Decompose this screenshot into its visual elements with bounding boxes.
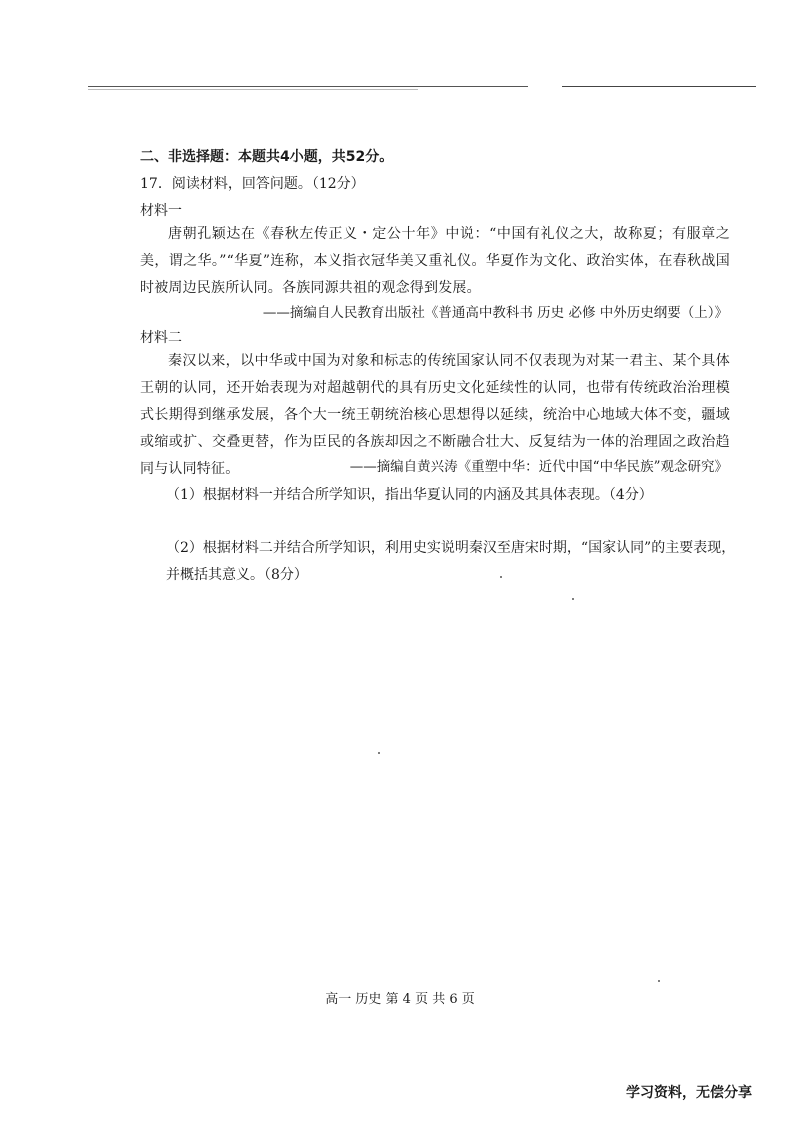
material-2-source: ——摘编自黄兴涛《重塑中华：近代中国“中华民族”观念研究》 bbox=[349, 459, 728, 475]
scan-speck bbox=[572, 598, 574, 600]
question-title: 17．阅读材料，回答问题。（12分） bbox=[140, 176, 365, 192]
top-divider-left bbox=[88, 86, 528, 87]
scan-speck bbox=[378, 752, 380, 754]
subquestion-1: （1）根据材料一并结合所学知识，指出华夏认同的内涵及其具体表现。（4分） bbox=[166, 487, 653, 503]
section-title: 二、非选择题：本题共4小题，共52分。 bbox=[140, 149, 394, 165]
top-divider-right bbox=[562, 86, 756, 87]
subquestion-2: （2）根据材料二并结合所学知识，利用史实说明秦汉至唐宋时期，“国家认同”的主要表现，并概括其意义。（8分） bbox=[166, 540, 736, 583]
material-2-label: 材料二 bbox=[140, 330, 182, 346]
material-2-text: 秦汉以来，以中华或中国为对象和标志的传统国家认同不仅表现为对某一君主、某个具体王朝的认同，还开始表现为对超越朝代的具有历史文化延续性的认同，也带有传统政治治理模式长期得到继承发展，各个大一统王朝统治核心思想得以延续，统治中心地域大体不变，疆域或缩或扩、交叠更替，作为臣民的各族却因之不断融合壮大、反复结为一体的治理固之政治趋同与认同特征。 bbox=[140, 353, 730, 477]
material-1-source: ——摘编自人民教育出版社《普通高中教科书 历史 必修 中外历史纲要（上）》 bbox=[262, 305, 728, 321]
share-note: 学习资料，无偿分享 bbox=[626, 1085, 752, 1101]
scan-speck bbox=[500, 576, 502, 578]
material-1-text: 唐朝孔颖达在《春秋左传正义・定公十年》中说：“中国有礼仪之大，故称夏；有服章之美，谓之华。”“华夏”连称，本义指衣冠华美又重礼仪。华夏作为文化、政治实体，在春秋战国时被周边民族所认同。各族同源共祖的观念得到发展。 bbox=[140, 226, 730, 296]
material-1-label: 材料一 bbox=[140, 203, 182, 219]
page-footer: 高一 历史 第 4 页 共 6 页 bbox=[325, 992, 475, 1007]
top-divider-faint bbox=[88, 89, 418, 90]
scan-speck bbox=[658, 980, 660, 982]
